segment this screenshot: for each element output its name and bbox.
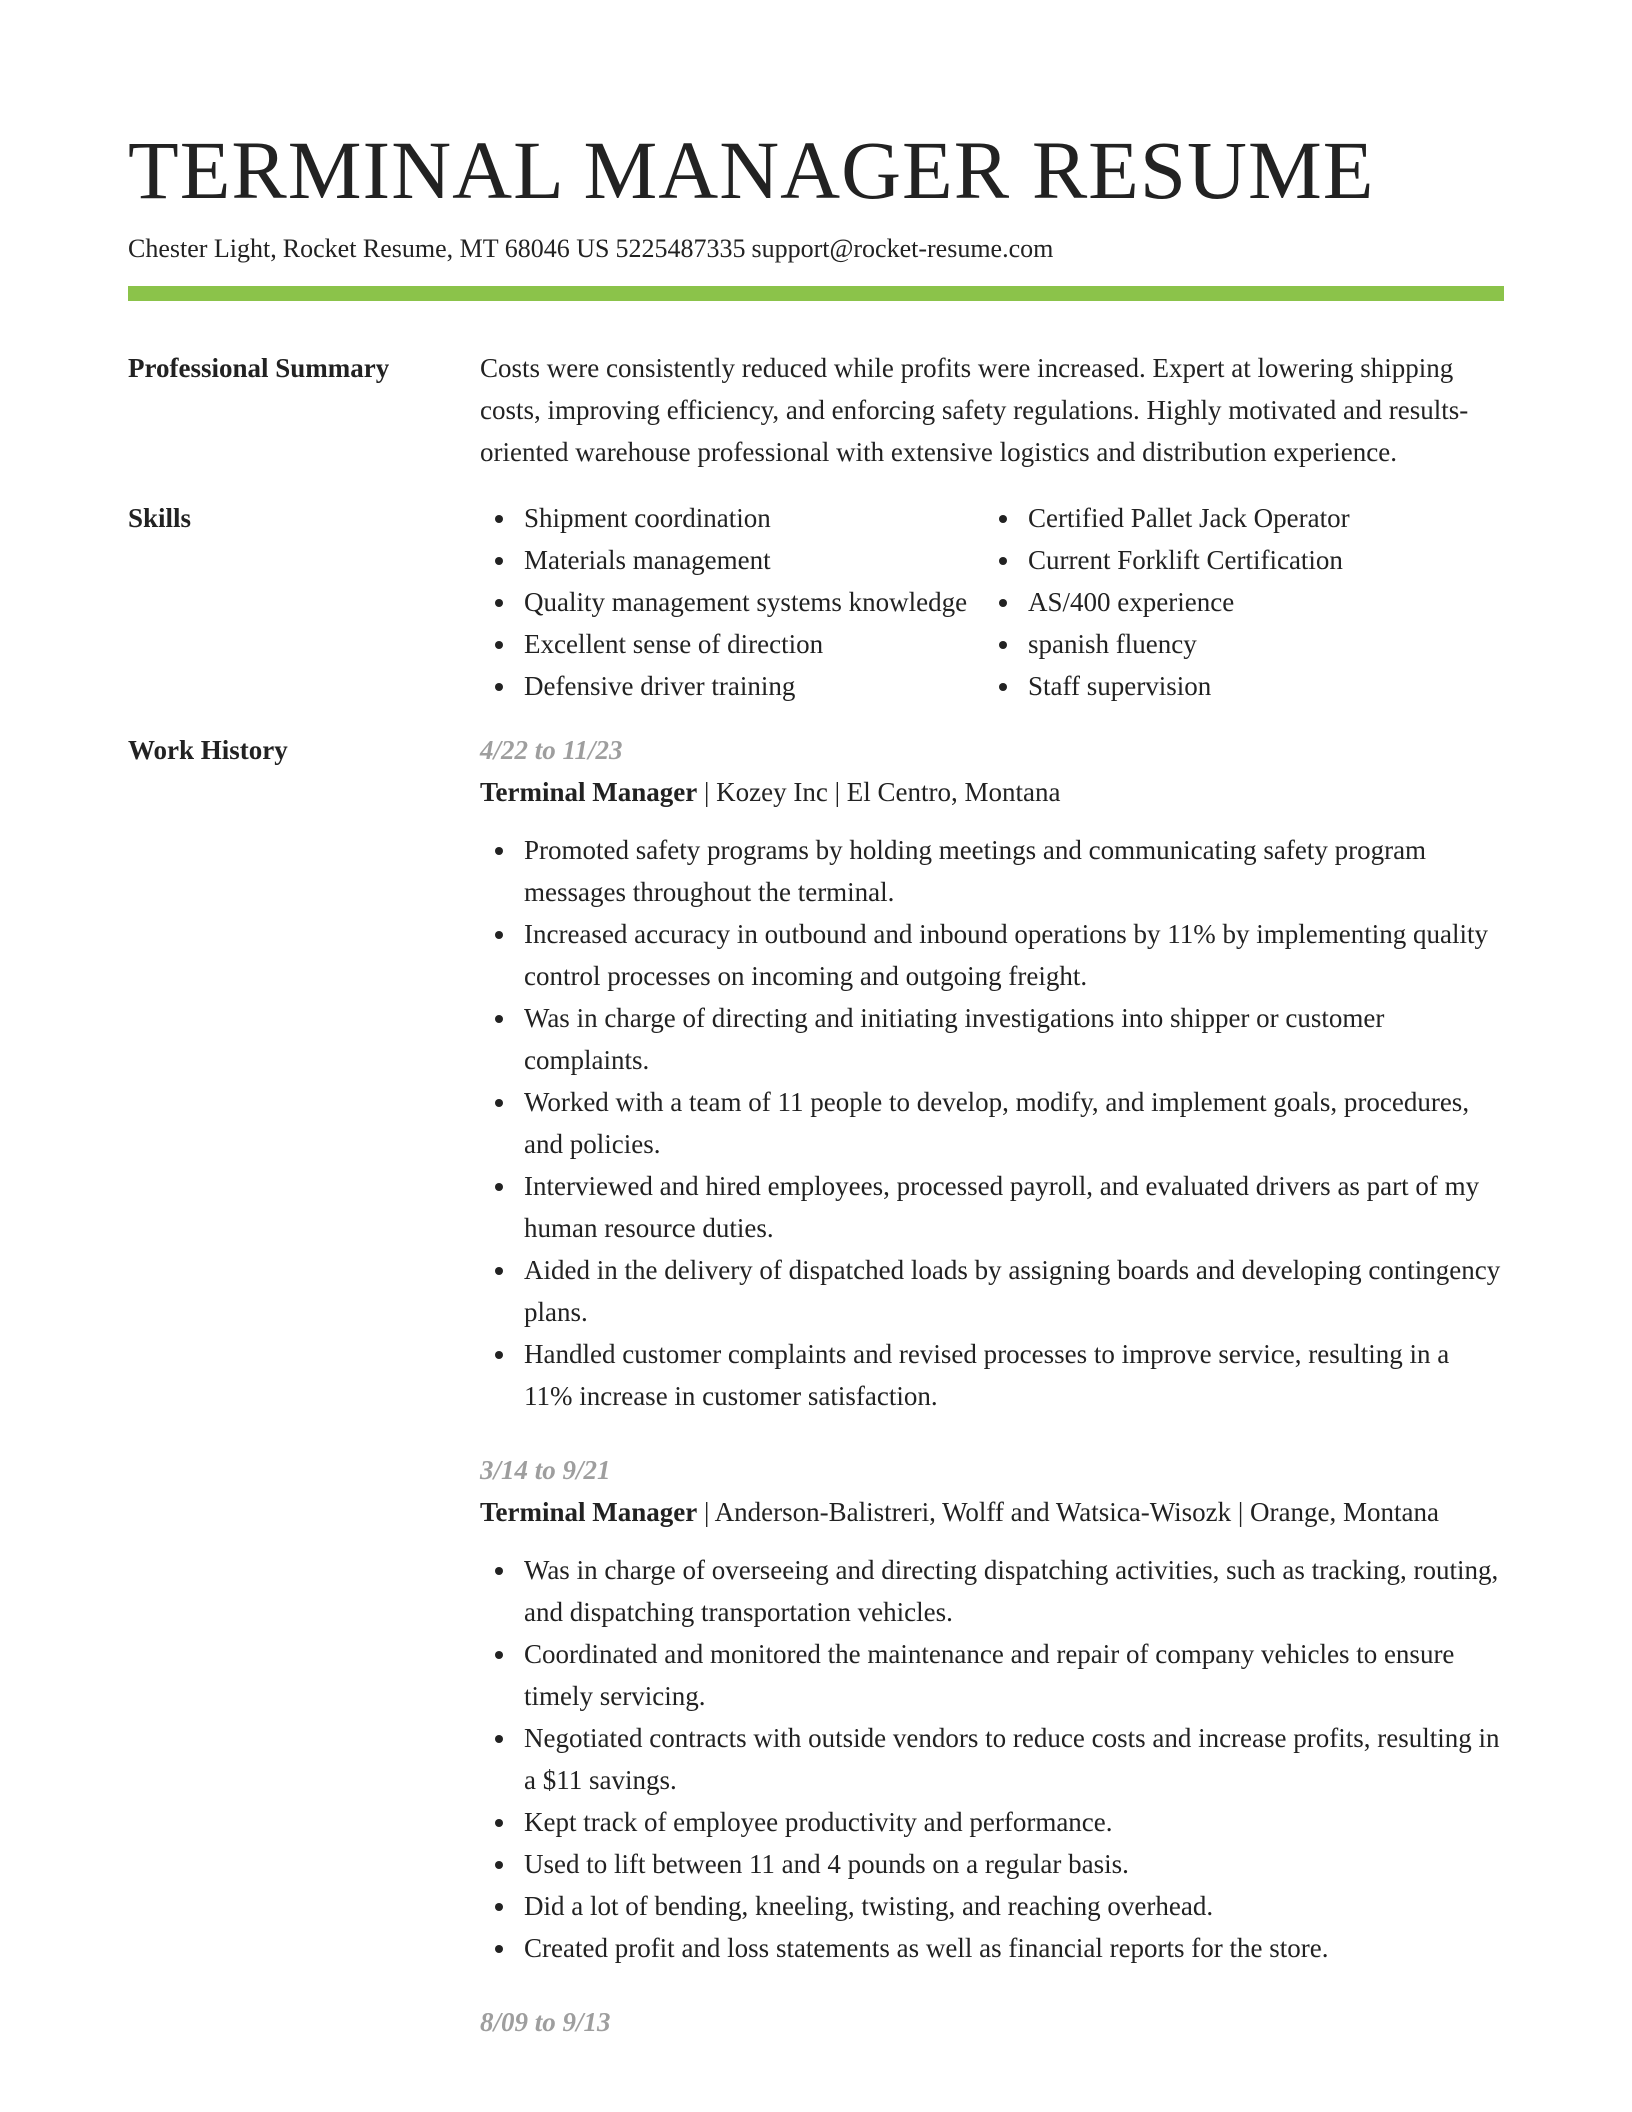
job-bullet-list	[480, 1549, 1504, 1969]
skill-item: Defensive driver training	[480, 665, 984, 707]
work-history-body	[480, 729, 1504, 2043]
job-dates: 3/14 to 9/21	[480, 1455, 611, 1485]
job-bullet: Was in charge of overseeing and directing dispatching activities, such as tracking, routing, and dispatching transportation vehicles.	[480, 1549, 1504, 1633]
contact-line	[128, 232, 1504, 266]
skills-list-right	[984, 497, 1488, 707]
job-dates: 4/22 to 11/23	[480, 735, 623, 765]
job-title: Terminal Manager	[480, 1497, 698, 1527]
job-bullet: Created profit and loss statements as well as financial reports for the store.	[480, 1927, 1504, 1969]
contact-email[interactable]: support@rocket-resume.com	[751, 234, 1054, 263]
job-bullet: Was in charge of directing and initiating investigations into shipper or customer complaints.	[480, 997, 1504, 1081]
resume-page	[128, 120, 1504, 2043]
job-details: | Kozey Inc | El Centro, Montana	[697, 777, 1061, 807]
job-details: | Anderson-Balistreri, Wolff and Watsica-Wisozk | Orange, Montana	[697, 1497, 1439, 1527]
contact-location: Rocket Resume, MT 68046 US	[282, 234, 610, 263]
job-header	[480, 771, 1504, 813]
job-title: Terminal Manager	[480, 777, 698, 807]
job-bullet: Worked with a team of 11 people to develop, modify, and implement goals, procedures, and policies.	[480, 1081, 1504, 1165]
job-entry	[480, 1449, 1504, 1969]
skill-item: Certified Pallet Jack Operator	[984, 497, 1488, 539]
job-bullet: Negotiated contracts with outside vendors to reduce costs and increase profits, resulting in a $11 savings.	[480, 1717, 1504, 1801]
skill-item: Quality management systems knowledge	[480, 581, 984, 623]
work-history-heading: Work History	[128, 735, 288, 765]
summary-section	[128, 355, 1504, 473]
job-bullet: Handled customer complaints and revised processes to improve service, resulting in a 11% increase in customer satisfaction.	[480, 1333, 1504, 1417]
skill-item: Excellent sense of direction	[480, 623, 984, 665]
contact-phone: 5225487335	[615, 234, 746, 263]
job-bullet: Kept track of employee productivity and performance.	[480, 1801, 1504, 1843]
skills-heading: Skills	[128, 503, 192, 533]
skill-item: AS/400 experience	[984, 581, 1488, 623]
job-dates: 8/09 to 9/13	[480, 2007, 611, 2037]
skill-item: Shipment coordination	[480, 497, 984, 539]
summary-heading: Professional Summary	[128, 353, 390, 383]
skill-item: Materials management	[480, 539, 984, 581]
job-bullet: Promoted safety programs by holding meetings and communicating safety program messages throughout the terminal.	[480, 829, 1504, 913]
job-bullet: Did a lot of bending, kneeling, twisting, and reaching overhead.	[480, 1885, 1504, 1927]
summary-text: Costs were consistently reduced while profits were increased. Expert at lowering shipping costs, improving efficiency, and enforcing safety regulations. Highly motivated and results-oriented warehouse professional with extensive logistics and distribution experience.	[480, 353, 1469, 467]
skills-grid	[480, 497, 1504, 707]
skills-section	[128, 505, 1504, 707]
job-bullet: Coordinated and monitored the maintenance and repair of company vehicles to ensure timely servicing.	[480, 1633, 1504, 1717]
job-entry	[480, 2001, 1504, 2043]
work-history-section	[128, 737, 1504, 2043]
header-divider	[128, 286, 1504, 301]
job-bullet-list	[480, 829, 1504, 1417]
skill-item: spanish fluency	[984, 623, 1488, 665]
contact-name: Chester Light,	[128, 234, 277, 263]
job-entry	[480, 729, 1504, 1417]
skills-body	[480, 497, 1504, 707]
job-bullet: Aided in the delivery of dispatched loads by assigning boards and developing contingency plans.	[480, 1249, 1504, 1333]
job-header	[480, 1491, 1504, 1533]
skills-list-left	[480, 497, 984, 707]
job-bullet: Used to lift between 11 and 4 pounds on a regular basis.	[480, 1843, 1504, 1885]
job-bullet: Interviewed and hired employees, processed payroll, and evaluated drivers as part of my human resource duties.	[480, 1165, 1504, 1249]
skill-item: Current Forklift Certification	[984, 539, 1488, 581]
resume-title: TERMINAL MANAGER RESUME	[128, 124, 1375, 216]
job-bullet: Increased accuracy in outbound and inbound operations by 11% by implementing quality control processes on incoming and outgoing freight.	[480, 913, 1504, 997]
skill-item: Staff supervision	[984, 665, 1488, 707]
